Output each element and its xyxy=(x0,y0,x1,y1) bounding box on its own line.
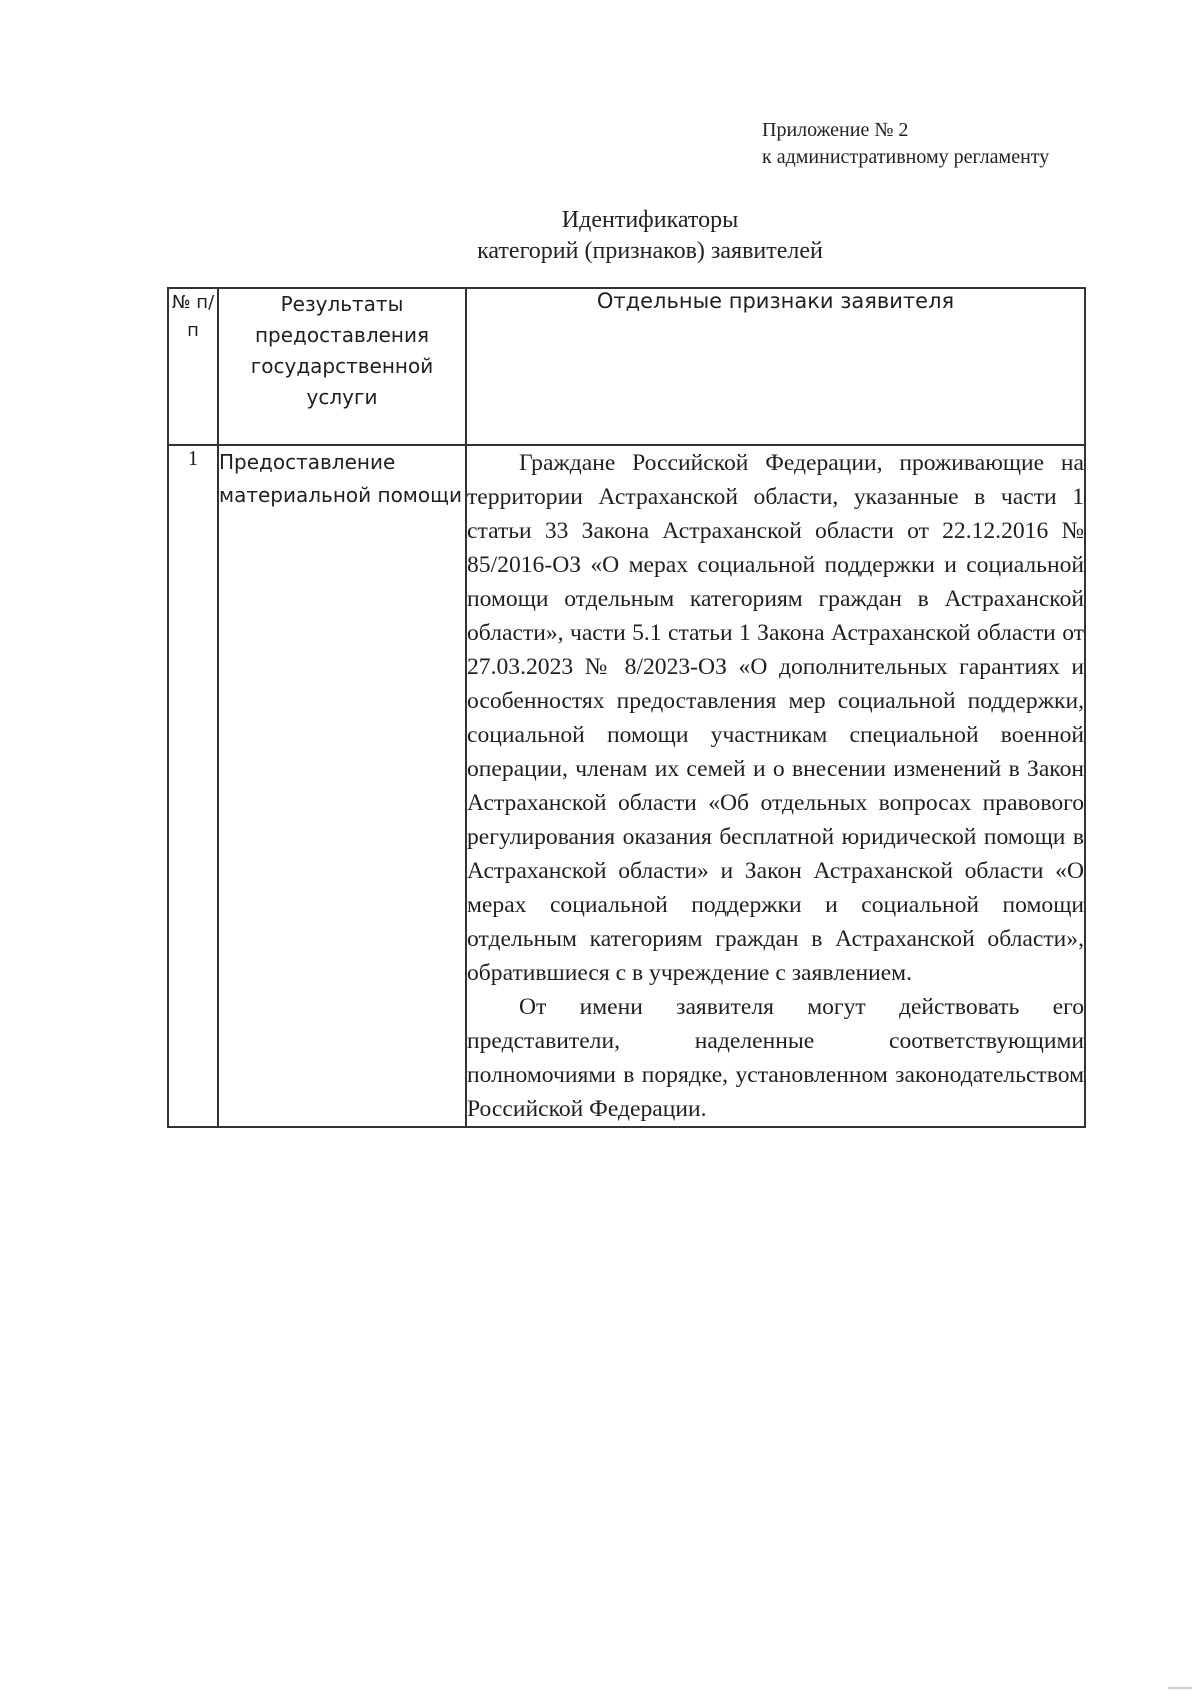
appendix-note xyxy=(762,117,1049,171)
signs-paragraph-2: От имени заявителя могут действовать его представители, наделенные соответствующими полномочиями в порядке, установленном законодательством Российской Федерации. xyxy=(467,994,1084,1122)
row-signs xyxy=(466,445,1085,1127)
row-result: Предоставление материальной помощи xyxy=(218,445,466,1127)
table-row xyxy=(168,445,1085,1127)
applicant-criteria-table xyxy=(167,287,1086,1128)
header-number: № п/п xyxy=(168,288,218,445)
table-header-row xyxy=(168,288,1085,445)
header-result: Результаты предоставления государственной услуги xyxy=(218,288,466,445)
appendix-number: Приложение № 2 xyxy=(762,119,909,141)
document-title xyxy=(420,205,880,267)
header-signs: Отдельные признаки заявителя xyxy=(466,288,1085,445)
appendix-reference: к административному регламенту xyxy=(762,146,1050,168)
title-line-1: Идентификаторы xyxy=(561,207,739,233)
title-line-2: категорий (признаков) заявителей xyxy=(477,238,823,264)
signs-paragraph-1: Граждане Российской Федерации, проживающие на территории Астраханской области, указанные в части 1 статьи 33 Закона Астраханской области от 22.12.2016 № 85/2016-ОЗ «О мерах социальной поддержки и социальной помощи отдельным категориям граждан в Астраханской области», части 5.1 статьи 1 Закона Астраханской области от 27.03.2023 № 8/2023-ОЗ «О дополнительных гарантиях и особенностях предоставления мер социальной поддержки, социальной помощи участникам специальной военной операции, членам их семей и о внесении изменений в Закон Астраханской области «Об отдельных вопросах правового регулирования оказания бесплатной юридической помощи в Астраханской области» и Закон Астраханской области «О мерах социальной поддержки и социальной помощи отдельным категориям граждан в Астраханской области», обратившиеся с в учреждение с заявлением. xyxy=(467,450,1084,986)
row-number: 1 xyxy=(168,445,218,1127)
scan-corner-mark xyxy=(1168,1687,1192,1689)
